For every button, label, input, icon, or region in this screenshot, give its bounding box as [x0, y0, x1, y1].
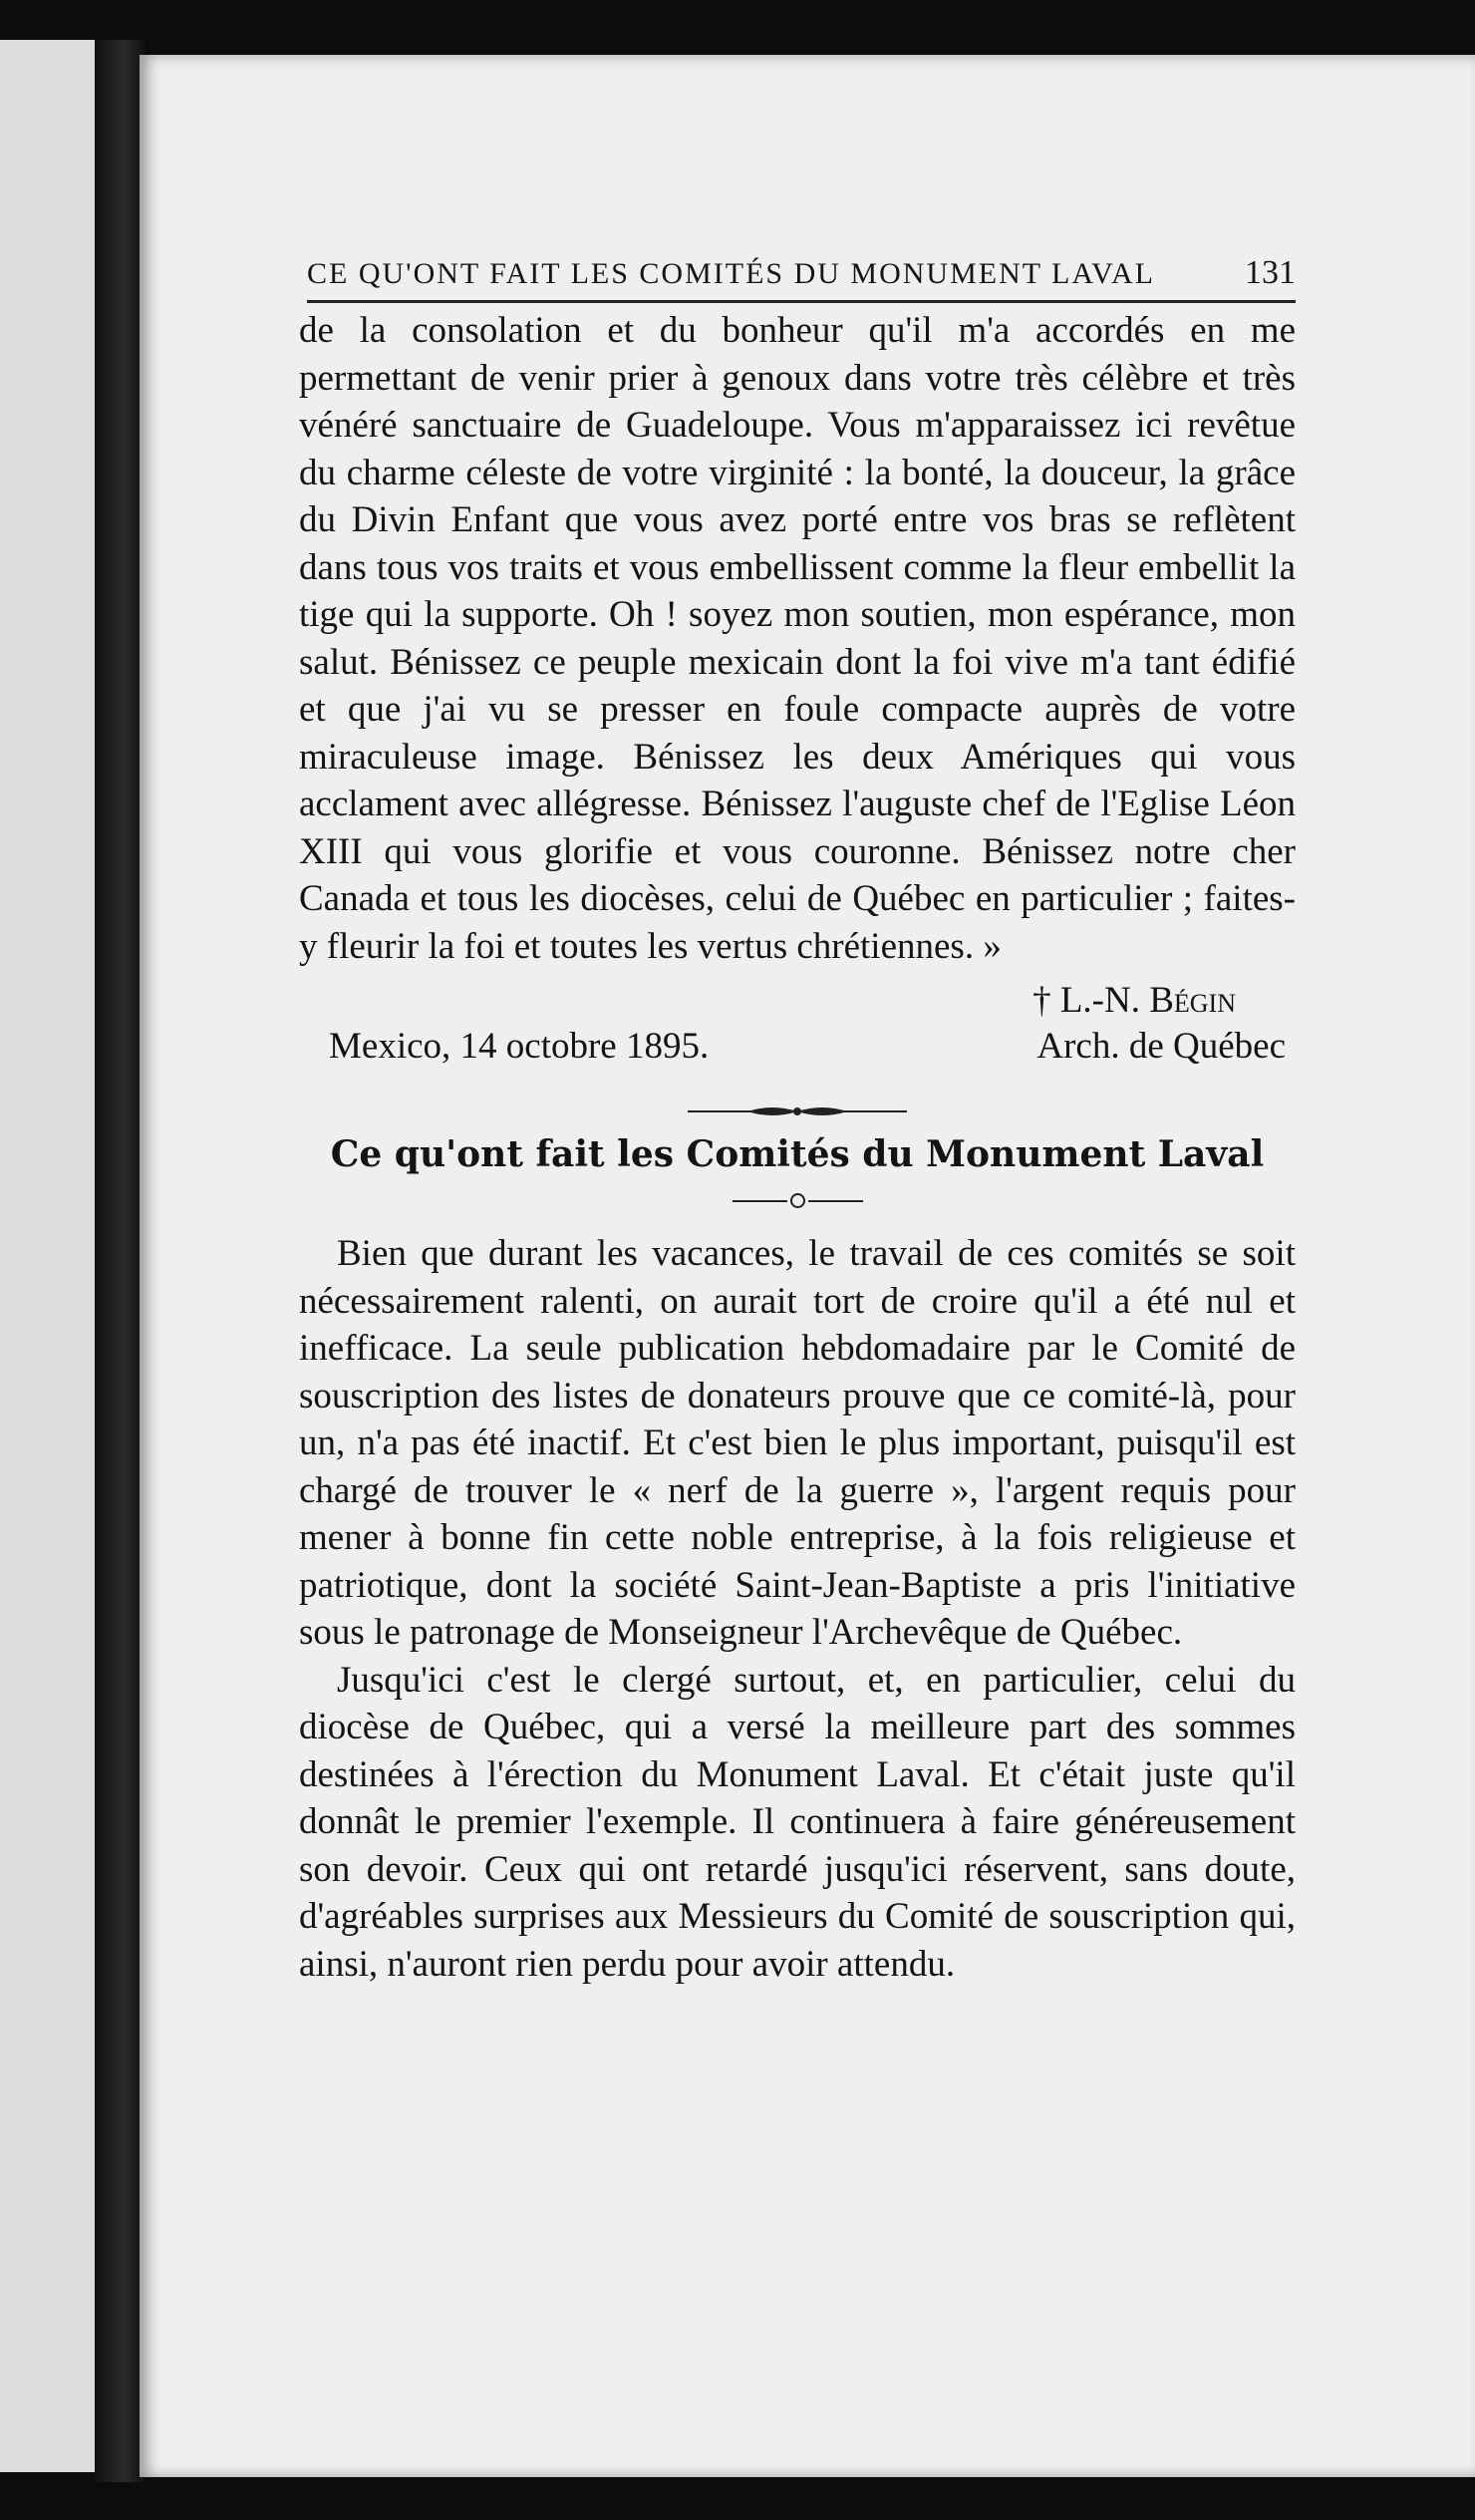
running-head	[307, 254, 1296, 303]
signature-title: Arch. de Québec	[1036, 1026, 1286, 1067]
small-divider	[299, 1193, 1296, 1208]
ornament-divider	[299, 1103, 1296, 1119]
section-paragraph: Jusqu'ici c'est le clergé surtout, et, en particulier, celui du diocèse de Québec, qui a versé la meilleure part des sommes destinées à l'érection du Monument Laval. Et c'était juste qu'il donnât le premier l'exemple. Il continuera à faire généreusement son devoir. Ceux qui ont retardé jusqu'ici réservent, sans doute, d'agréables surprises aux Messieurs du Comité de souscription qui, ainsi, n'auront rien perdu pour avoir attendu.	[299, 1659, 1296, 1985]
running-title: CE QU'ONT FAIT LES COMITÉS DU MONUMENT LAVAL	[307, 257, 1155, 290]
letter-paragraph: de la consolation et du bonheur qu'il m'a accordés en me permettant de venir prier à genoux dans votre très célèbre et très vénéré sanctuaire de Guadeloupe. Vous m'apparaissez ici revêtue du charme céleste de votre virginité : la bonté, la douceur, la grâce du Divin Enfant que vous avez porté entre vos bras se reflètent dans tous vos traits et vous embellissent comme la fleur embellit la tige qui la supporte. Oh ! soyez mon soutien, mon espérance, mon salut. Bénissez ce peuple mexicain dont la foi vive m'a tant édifié et que j'ai vu se presser en foule compacte auprès de votre miraculeuse image. Bénissez les deux Amériques qui vous acclament avec allégresse. Bénissez l'auguste chef de l'Eglise Léon XIII qui vous glorifie et vous couronne. Bénissez notre cher Canada et tous les diocèses, celui de Québec en particulier ; faites-y fleurir la foi et toutes les vertus chrétiennes. »	[299, 310, 1296, 967]
section-paragraph: Bien que durant les vacances, le travail de ces comités se soit nécessairement ralenti, on aurait tort de croire qu'il a été nul et inefficace. La seule publication hebdomadaire par le Comité de souscription des listes de donateurs prouve que ce comité-là, pour un, n'a pas été inactif. Et c'est bien le plus important, puisqu'il est chargé de trouver le « nerf de la guerre », l'argent requis pour mener à bonne fin cette noble entreprise, à la fois religieuse et patriotique, dont la société Saint-Jean-Baptiste a pris l'initiative sous le patronage de Monseigneur l'Archevêque de Québec.	[299, 1233, 1296, 1653]
divider-rule-left	[733, 1200, 787, 1202]
dateline: Mexico, 14 octobre 1895.	[329, 1026, 710, 1067]
page-number: 131	[1245, 254, 1296, 291]
divider-rule-right	[808, 1200, 863, 1202]
book-page	[140, 55, 1475, 2477]
signature-name: † L.-N. Bégin	[1032, 980, 1236, 1021]
previous-page-edge	[0, 40, 101, 2472]
ornament-icon	[688, 1103, 907, 1119]
section-title: Ce qu'ont fait les Comités du Monument Laval	[330, 1133, 1265, 1175]
page-content	[299, 254, 1296, 1988]
divider-circle-icon	[790, 1193, 805, 1208]
book-gutter	[95, 40, 145, 2482]
